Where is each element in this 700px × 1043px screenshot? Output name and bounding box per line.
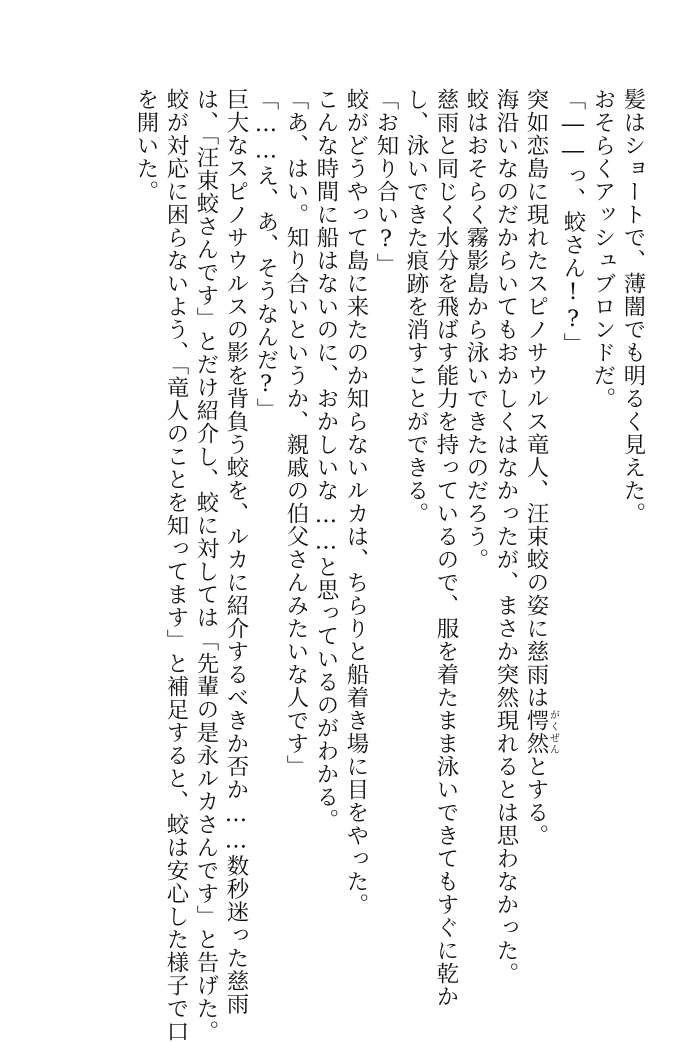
text-line-11: こんな時間に船はないのに、おかしいな……と思っているのがわかる。 xyxy=(313,88,339,832)
text-line-1: 髪はショートで、薄闇でも明るく見えた。 xyxy=(620,88,646,525)
text-line-14: 巨大なスピノサウルスの影を背負う蛟を、ルカに紹介するべきか否か……数秒迷った慈雨 xyxy=(223,88,249,1016)
text-line-7: 慈雨と同じく水分を飛ばす能力を持っているので、服を着たまま泳いできてもすぐに乾か xyxy=(433,88,459,1008)
text-line-16: 蛟が対応に困らないよう、「竜人のことを知ってます」と補足すると、蛟は安心した様子で口 xyxy=(163,88,189,1043)
text-line-4 xyxy=(521,88,558,968)
text-line-3: 「――っ、蛟さん!?」 xyxy=(560,88,586,356)
text-line-9: 「お知り合い?」 xyxy=(373,88,399,276)
ruby-reading: がくぜん xyxy=(547,709,559,755)
ruby-base: 愕然 xyxy=(523,709,549,755)
text-line-5: 海沿いなのだからいてもおかしくはなかったが、まさか突然現れるとは思わなかった。 xyxy=(493,88,519,985)
text-line-10: 蛟がどうやって島に来たのか知らないルカは、ちらりと船着き場に目をやった。 xyxy=(343,88,369,916)
text-line-13: 「……え、あ、そうなんだ?」 xyxy=(253,88,279,421)
text-line-2: おそらくアッシュブロンドだ。 xyxy=(590,88,616,410)
text-line-4-before: 突如恋島に現れたスピノサウルス竜人、汪束蛟の姿に慈雨は xyxy=(523,88,549,709)
ruby-gakuzen xyxy=(523,709,559,755)
text-line-8: し、泳いできた痕跡を消すことができる。 xyxy=(403,88,429,525)
vertical-text-body xyxy=(131,88,648,1043)
text-line-12: 「あ、はい。知り合いというか、親戚の伯父さんみたいな人です」 xyxy=(283,88,309,778)
text-line-4-after: とする。 xyxy=(523,755,549,847)
text-line-6: 蛟はおそらく霧影島から泳いできたのだろう。 xyxy=(463,88,489,571)
text-line-15: は、「汪束蛟さんです」とだけ紹介し、蛟に対しては「先輩の是永ルカさんです」と告げた。 xyxy=(193,88,219,1043)
text-line-17: を開いた。 xyxy=(133,88,159,203)
